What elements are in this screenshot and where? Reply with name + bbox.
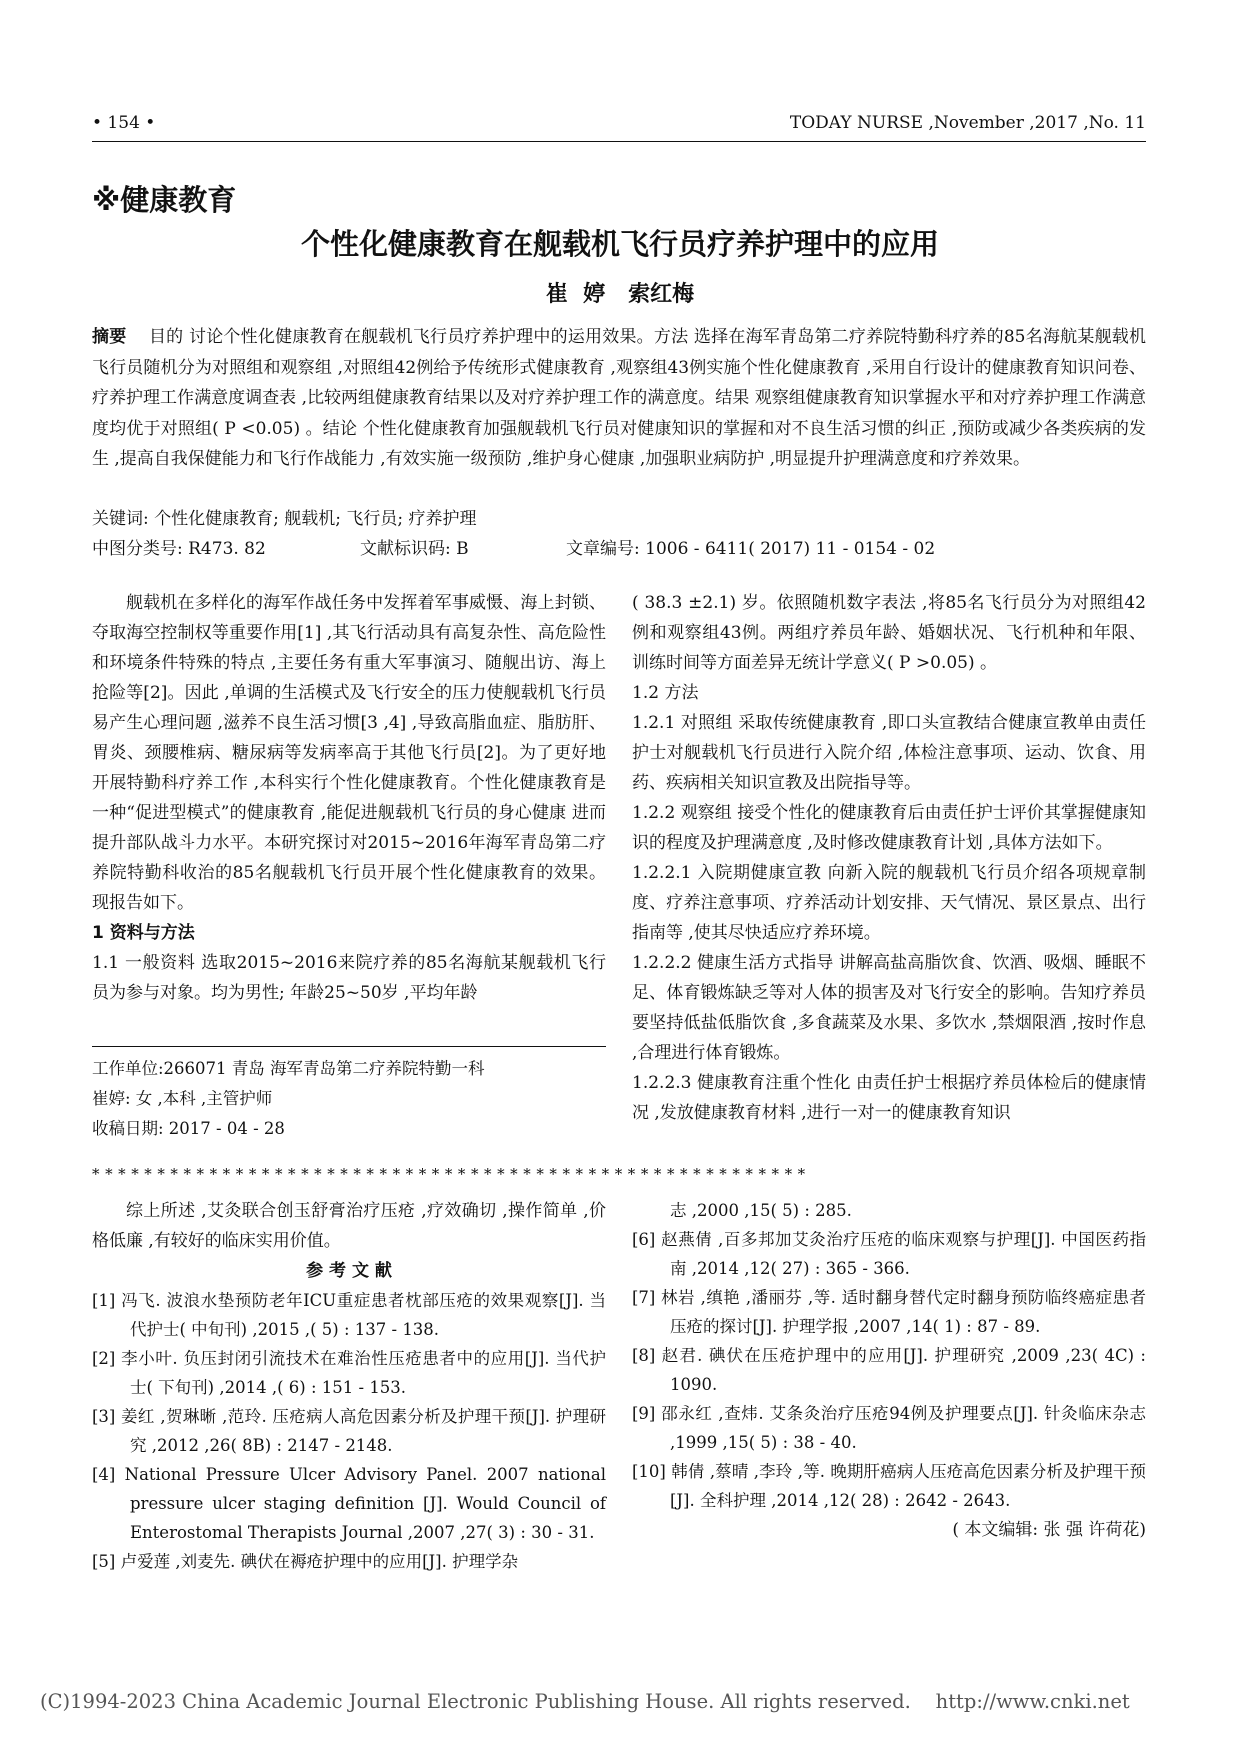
right-paragraph-1: ( 38.3 ±2.1) 岁。依照随机数字表法 ,将85名飞行员分为对照组42例和观察组43例。两组疗养员年龄、婚姻状况、飞行机种和年限、训练时间等方面差异无统计学意义( P >0.05) 。 bbox=[632, 593, 1146, 673]
reference-7: [7] 林岩 ,缜艳 ,潘丽芬 ,等. 适时翻身替代定时翻身预防临终癌症患者压疮的探讨[J]. 护理学报 ,2007 ,14( 1) : 87 - 89. bbox=[632, 1288, 1146, 1336]
reference-4: [4] National Pressure Ulcer Advisory Panel. 2007 national pressure ulcer staging definition [J]. Would Council of Enterostomal Therapists Journal ,2007 ,27( 3) : 30 - 31. bbox=[92, 1465, 606, 1542]
footnote-received: 收稿日期: 2017 - 04 - 28 bbox=[92, 1119, 285, 1138]
reference-9: [9] 邵永红 ,查炜. 艾条灸治疗压疮94例及护理要点[J]. 针灸临床杂志 ,1999 ,15( 5) : 38 - 40. bbox=[632, 1404, 1146, 1452]
asterisk-separator: * * * * * * * * * * * * * * * * * * * * * * * * * * * * * * * * * * * * * * * * * * * * * * * * * * * * * * * bbox=[92, 1165, 806, 1183]
article-title: 个性化健康教育在舰载机飞行员疗养护理中的应用 bbox=[300, 227, 939, 261]
section-heading-1: 1 资料与方法 bbox=[92, 923, 195, 943]
section-1-1: 1.1 一般资料 选取2015~2016来院疗养的85名海航某舰载机飞行员为参与对象。均为男性; 年龄25~50岁 ,平均年龄 bbox=[92, 953, 606, 1003]
reference-2: [2] 李小叶. 负压封闭引流技术在难治性压疮患者中的应用[J]. 当代护士( 下旬刊) ,2014 ,( 6) : 151 - 153. bbox=[92, 1349, 606, 1397]
left-column bbox=[92, 588, 606, 1008]
footnote-rule bbox=[92, 1046, 606, 1047]
prev-conclusion: 综上所述 ,艾灸联合创玉舒膏治疗压疮 ,疗效确切 ,操作简单 ,价格低廉 ,有较好的临床实用价值。 bbox=[92, 1201, 606, 1251]
prev-article-left bbox=[92, 1196, 606, 1576]
reference-10: [10] 韩倩 ,蔡晴 ,李玲 ,等. 晚期肝癌病人压疮高危因素分析及护理干预[J]. 全科护理 ,2014 ,12( 28) : 2642 - 2643. bbox=[632, 1462, 1146, 1510]
authors: 崔 婷 索红梅 bbox=[545, 282, 695, 307]
header-rule bbox=[92, 141, 1146, 142]
reference-5: [5] 卢爱莲 ,刘麦先. 碘伏在褥疮护理中的应用[J]. 护理学杂 bbox=[92, 1552, 519, 1571]
section-1-2: 1.2 方法 bbox=[632, 683, 699, 703]
journal-header: TODAY NURSE ,November ,2017 ,No. 11 bbox=[789, 113, 1146, 133]
editor-credit: ( 本文编辑: 张 强 许荷花) bbox=[952, 1520, 1146, 1540]
section-1-2-1: 1.2.1 对照组 采取传统健康教育 ,即口头宣教结合健康宣教单由责任护士对舰载机飞行员进行入院介绍 ,体检注意事项、运动、饮食、用药、疾病相关知识宣教及出院指导等。 bbox=[632, 713, 1146, 793]
abstract-text: 目的 讨论个性化健康教育在舰载机飞行员疗养护理中的运用效果。方法 选择在海军青岛第二疗养院特勤科疗养的85名海航某舰载机飞行员随机分为对照组和观察组 ,对照组42例给予传统形式健康教育 ,观察组43例实施个性化健康教育 ,采用自行设计的健康教育知识问卷、疗养护理工作满意度调查表 ,比较两组健康教育结果以及对疗养护理工作的满意度。结果 观察组健康教育知识掌握水平和对疗养护理工作满意度均优于对照组( P <0.05) 。结论 个性化健康教育加强舰载机飞行员对健康知识的掌握和对不良生活习惯的纠正 ,预防或减少各类疾病的发生 ,提高自我保健能力和飞行作战能力 ,有效实施一级预防 ,维护身心健康 ,加强职业病防护 ,明显提升护理满意度和疗养效果。 bbox=[92, 327, 1147, 469]
section-tag: ※健康教育 bbox=[92, 183, 237, 217]
prev-article-right bbox=[632, 1196, 1146, 1545]
document-code: 文献标识码: B bbox=[360, 539, 469, 559]
article-number: 文章编号: 1006 - 6411( 2017) 11 - 0154 - 02 bbox=[566, 539, 936, 559]
references-heading: 参 考 文 献 bbox=[306, 1261, 392, 1281]
reference-5-continued: 志 ,2000 ,15( 5) : 285. bbox=[670, 1201, 852, 1220]
abstract-label: 摘要 bbox=[92, 327, 127, 347]
abstract bbox=[92, 322, 1146, 475]
classification-number: 中图分类号: R473. 82 bbox=[92, 539, 266, 559]
copyright-notice: (C)1994-2023 China Academic Journal Electronic Publishing House. All rights reserved. http://www.cnki.net bbox=[40, 1690, 1130, 1713]
keywords: 关键词: 个性化健康教育; 舰载机; 飞行员; 疗养护理 bbox=[92, 509, 477, 529]
section-1-2-2-1: 1.2.2.1 入院期健康宣教 向新入院的舰载机飞行员介绍各项规章制度、疗养注意事项、疗养活动计划安排、天气情况、景区景点、出行指南等 ,使其尽快适应疗养环境。 bbox=[632, 863, 1146, 943]
section-1-2-2-2: 1.2.2.2 健康生活方式指导 讲解高盐高脂饮食、饮酒、吸烟、睡眠不足、体育锻炼缺乏等对人体的损害及对飞行安全的影响。告知疗养员要坚持低盐低脂饮食 ,多食蔬菜及水果、多饮水 ,禁烟限酒 ,按时作息 ,合理进行体育锻炼。 bbox=[632, 953, 1146, 1063]
section-1-2-2: 1.2.2 观察组 接受个性化的健康教育后由责任护士评价其掌握健康知识的程度及护理满意度 ,及时修改健康教育计划 ,具体方法如下。 bbox=[632, 803, 1146, 853]
introduction-paragraph: 舰载机在多样化的海军作战任务中发挥着军事威慑、海上封锁、夺取海空控制权等重要作用[1] ,其飞行活动具有高复杂性、高危险性和环境条件特殊的特点 ,主要任务有重大军事演习、随舰出访、海上抢险等[2]。因此 ,单调的生活模式及飞行安全的压力使舰载机飞行员易产生心理问题 ,滋养不良生活习惯[3 ,4] ,导致高脂血症、脂肪肝、胃炎、颈腰椎病、糖尿病等发病率高于其他飞行员[2]。为了更好地开展特勤科疗养工作 ,本科实行个性化健康教育。个性化健康教育是一种“促进型模式”的健康教育 ,能促进舰载机飞行员的身心健康 进而提升部队战斗力水平。本研究探讨对2015~2016年海军青岛第二疗养院特勤科收治的85名舰载机飞行员开展个性化健康教育的效果。现报告如下。 bbox=[92, 593, 606, 913]
reference-1: [1] 冯飞. 波浪水垫预防老年ICU重症患者枕部压疮的效果观察[J]. 当代护士( 中旬刊) ,2015 ,( 5) : 137 - 138. bbox=[92, 1291, 606, 1339]
reference-6: [6] 赵燕倩 ,百多邦加艾灸治疗压疮的临床观察与护理[J]. 中国医药指南 ,2014 ,12( 27) : 365 - 366. bbox=[632, 1230, 1146, 1278]
reference-3: [3] 姜红 ,贺琳晰 ,范玲. 压疮病人高危因素分析及护理干预[J]. 护理研究 ,2012 ,26( 8B) : 2147 - 2148. bbox=[92, 1407, 606, 1455]
page-number: • 154 • bbox=[92, 113, 156, 133]
footnote bbox=[92, 1054, 606, 1144]
footnote-affiliation: 工作单位:266071 青岛 海军青岛第二疗养院特勤一科 bbox=[92, 1059, 485, 1078]
footnote-author: 崔婷: 女 ,本科 ,主管护师 bbox=[92, 1089, 273, 1108]
right-column bbox=[632, 588, 1146, 1128]
reference-8: [8] 赵君. 碘伏在压疮护理中的应用[J]. 护理研究 ,2009 ,23( 4C) : 1090. bbox=[632, 1346, 1146, 1394]
section-1-2-2-3: 1.2.2.3 健康教育注重个性化 由责任护士根据疗养员体检后的健康情况 ,发放健康教育材料 ,进行一对一的健康教育知识 bbox=[632, 1073, 1146, 1123]
